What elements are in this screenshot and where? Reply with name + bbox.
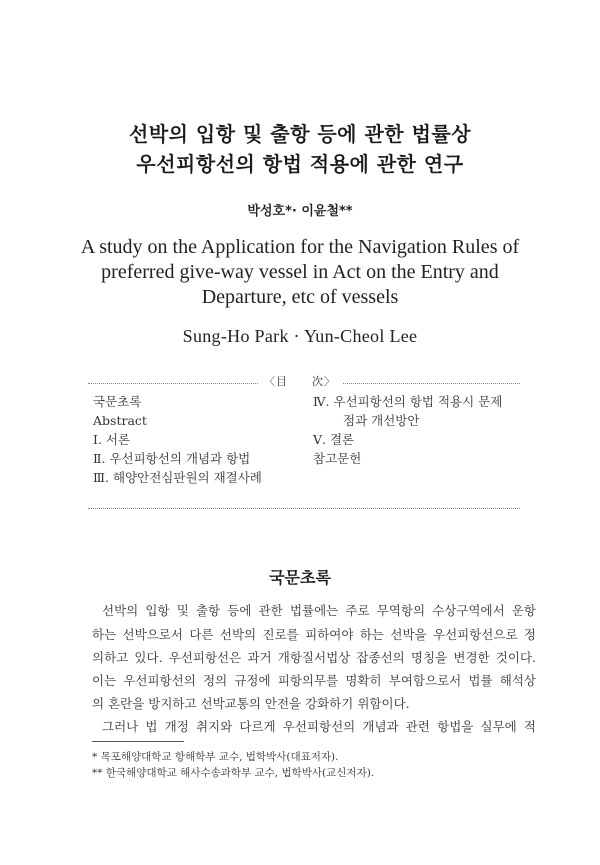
toc-item: Ⅰ. 서론 [93,432,131,447]
toc-item: 참고문헌 [313,451,362,466]
english-title-line-3: Departure, etc of vessels [201,286,399,308]
body-text-line: 선박의 입항 및 출항 등에 관한 법률에는 주로 무역항의 수상구역에서 운항 [102,603,536,618]
footnote-1: * 목포해양대학교 항해학부 교수, 법학박사(대표저자). [92,751,339,763]
section-heading-abstract: 국문초록 [269,568,331,587]
toc-item-continued: 점과 개선방안 [343,413,420,428]
toc-item: Ⅱ. 우선피항선의 개념과 항법 [93,451,251,466]
body-text-line: 의 혼란을 방지하고 선박교통의 안전을 강화하기 위함이다. [92,696,410,711]
body-text-line: 하는 선박으로서 다른 선박의 진로를 피하여야 하는 선박을 우선피항선으로 정 [92,627,536,642]
toc-item: Ⅴ. 결론 [313,432,355,447]
english-title [60,235,540,310]
toc-label-text: 〈目 次〉 [258,375,342,388]
authors-korean: 박성호*· 이윤철** [247,204,353,219]
english-title-line-2: preferred give-way vessel in Act on the Entry and [101,261,499,283]
toc-left-column [93,392,262,487]
toc-item: Ⅲ. 해양안전심판원의 재결사례 [93,470,262,485]
english-title-line-1: A study on the Application for the Navigation Rules of [80,236,520,258]
body-text-line: 이는 우선피항선의 정의 규정에 피항의무를 명확히 부여함으로서 법률 해석상 [92,673,536,688]
footnote-2: ** 한국해양대학교 해사수송과학부 교수, 법학박사(교신저자). [92,767,375,779]
toc-item: Ⅳ. 우선피항선의 항법 적용시 문제 [313,394,503,409]
toc-right-column [313,392,502,468]
toc-label [0,373,600,389]
authors-english: Sung-Ho Park · Yun-Cheol Lee [182,326,418,346]
body-text-line: 의하고 있다. 우선피항선은 과거 개항질서법상 잡종선의 명칭을 변경한 것이다. [92,650,536,665]
footnote-divider [92,741,184,742]
toc-item: 국문초록 [93,394,142,409]
body-text-line: 그러나 법 개정 취지와 다르게 우선피항선의 개념과 관련 항법을 실무에 적 [102,719,536,734]
paper-title-line-2: 우선피항선의 항법 적용에 관한 연구 [136,152,464,176]
toc-item: Abstract [93,413,147,428]
paper-title-line-1: 선박의 입항 및 출항 등에 관한 법률상 [128,122,472,146]
